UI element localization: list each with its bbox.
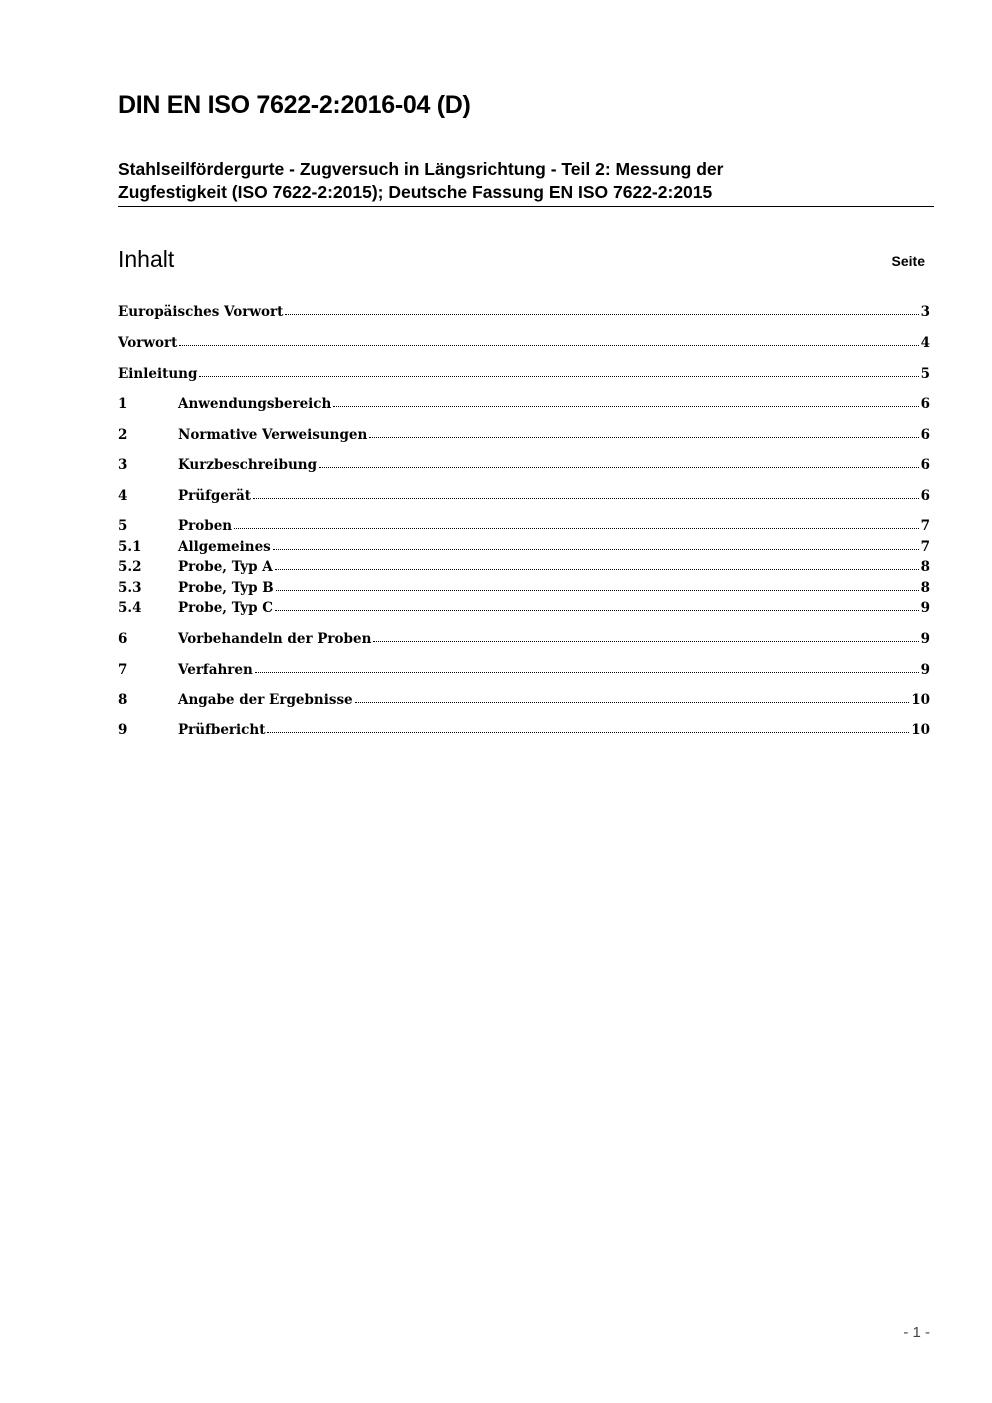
- toc-entry-number: 8: [118, 692, 128, 708]
- toc-entry[interactable]: [118, 394, 930, 414]
- toc-entry-label: Anwendungsbereich: [178, 396, 332, 412]
- toc-entry-label: Angabe der Ergebnisse: [178, 692, 353, 708]
- toc-leader-dots: [275, 598, 919, 611]
- toc-entry-number: 5.2: [118, 559, 142, 575]
- toc-entry-number: 6: [118, 631, 128, 647]
- toc-leader-dots: [253, 486, 919, 499]
- document-subtitle: [118, 158, 934, 207]
- toc-entry-label: Vorwort: [118, 335, 178, 351]
- toc-entry-label: Prüfbericht: [178, 722, 266, 738]
- toc-entry-number: 2: [118, 427, 128, 443]
- toc-entry-label: Probe, Typ A: [178, 559, 273, 575]
- subtitle-line-1: Stahlseilfördergurte - Zugversuch in Längsrichtung - Teil 2: Messung der: [118, 159, 724, 179]
- toc-entry-page: 9: [920, 600, 930, 616]
- toc-entry-page: 9: [920, 631, 930, 647]
- toc-leader-dots: [273, 537, 919, 550]
- toc-entry[interactable]: [118, 486, 930, 506]
- toc-entry[interactable]: [118, 720, 930, 740]
- document-title: DIN EN ISO 7622-2:2016-04 (D): [118, 91, 471, 119]
- toc-entry-number: 5.1: [118, 539, 142, 555]
- toc-leader-dots: [355, 690, 910, 703]
- toc-heading: Inhalt: [118, 246, 175, 272]
- toc-entry[interactable]: [118, 364, 930, 384]
- toc-entry-number: 3: [118, 457, 128, 473]
- toc-entry-page: 6: [920, 396, 930, 412]
- toc-entry-page: 3: [920, 304, 930, 320]
- toc-leader-dots: [319, 455, 919, 468]
- toc-leader-dots: [373, 629, 918, 642]
- toc-entry-page: 7: [920, 518, 930, 534]
- toc-entry-label: Prüfgerät: [178, 488, 252, 504]
- page-number: - 1 -: [903, 1324, 930, 1341]
- toc-page-column-heading: Seite: [891, 253, 925, 269]
- toc-entry[interactable]: [118, 455, 930, 475]
- toc-entry-number: 1: [118, 396, 128, 412]
- toc-entry[interactable]: [118, 690, 930, 710]
- toc-leader-dots: [199, 364, 918, 377]
- toc-entry-page: 9: [920, 662, 930, 678]
- toc-entry-label: Kurzbeschreibung: [178, 457, 318, 473]
- toc-leader-dots: [255, 660, 919, 673]
- toc-entry-page: 6: [920, 488, 930, 504]
- toc-entry[interactable]: [118, 302, 930, 322]
- toc-entry-page: 10: [911, 722, 930, 738]
- toc-leader-dots: [276, 578, 919, 591]
- toc-entry-number: 5.3: [118, 580, 142, 596]
- toc-entry-page: 4: [920, 335, 930, 351]
- toc-entry-number: 5.4: [118, 600, 142, 616]
- toc-entry-label: Einleitung: [118, 366, 198, 382]
- toc-entry-label: Proben: [178, 518, 233, 534]
- toc-leader-dots: [333, 394, 918, 407]
- toc-entry[interactable]: [118, 629, 930, 649]
- toc-entry-label: Vorbehandeln der Proben: [178, 631, 372, 647]
- toc-entry-number: 7: [118, 662, 128, 678]
- toc-entry-page: 10: [911, 692, 930, 708]
- toc-entry-label: Probe, Typ C: [178, 600, 273, 616]
- toc-entry[interactable]: [118, 598, 930, 618]
- toc-leader-dots: [179, 333, 918, 346]
- toc-entry-label: Europäisches Vorwort: [118, 304, 284, 320]
- toc-entry-label: Verfahren: [178, 662, 253, 678]
- toc-leader-dots: [234, 516, 918, 529]
- toc-entry[interactable]: [118, 333, 930, 353]
- toc-entry-label: Allgemeines: [178, 539, 271, 555]
- toc-entry-page: 5: [920, 366, 930, 382]
- toc-leader-dots: [275, 557, 919, 570]
- toc-entry[interactable]: [118, 537, 930, 557]
- toc-entry[interactable]: [118, 516, 930, 536]
- toc-leader-dots: [369, 425, 918, 438]
- toc-entry-page: 8: [920, 580, 930, 596]
- toc-entry-page: 7: [920, 539, 930, 555]
- toc-entry-label: Normative Verweisungen: [178, 427, 368, 443]
- toc-leader-dots: [285, 302, 918, 315]
- toc-entry[interactable]: [118, 578, 930, 598]
- toc-entry[interactable]: [118, 425, 930, 445]
- toc-entry[interactable]: [118, 660, 930, 680]
- toc-entry-number: 9: [118, 722, 128, 738]
- toc-leader-dots: [267, 720, 909, 733]
- toc-entry[interactable]: [118, 557, 930, 577]
- toc-entry-page: 8: [920, 559, 930, 575]
- subtitle-line-2: Zugfestigkeit (ISO 7622-2:2015); Deutsche Fassung EN ISO 7622-2:2015: [118, 182, 713, 202]
- toc-entry-page: 6: [920, 457, 930, 473]
- toc-entry-number: 4: [118, 488, 128, 504]
- toc-entry-label: Probe, Typ B: [178, 580, 274, 596]
- toc-entry-page: 6: [920, 427, 930, 443]
- toc-entry-number: 5: [118, 518, 128, 534]
